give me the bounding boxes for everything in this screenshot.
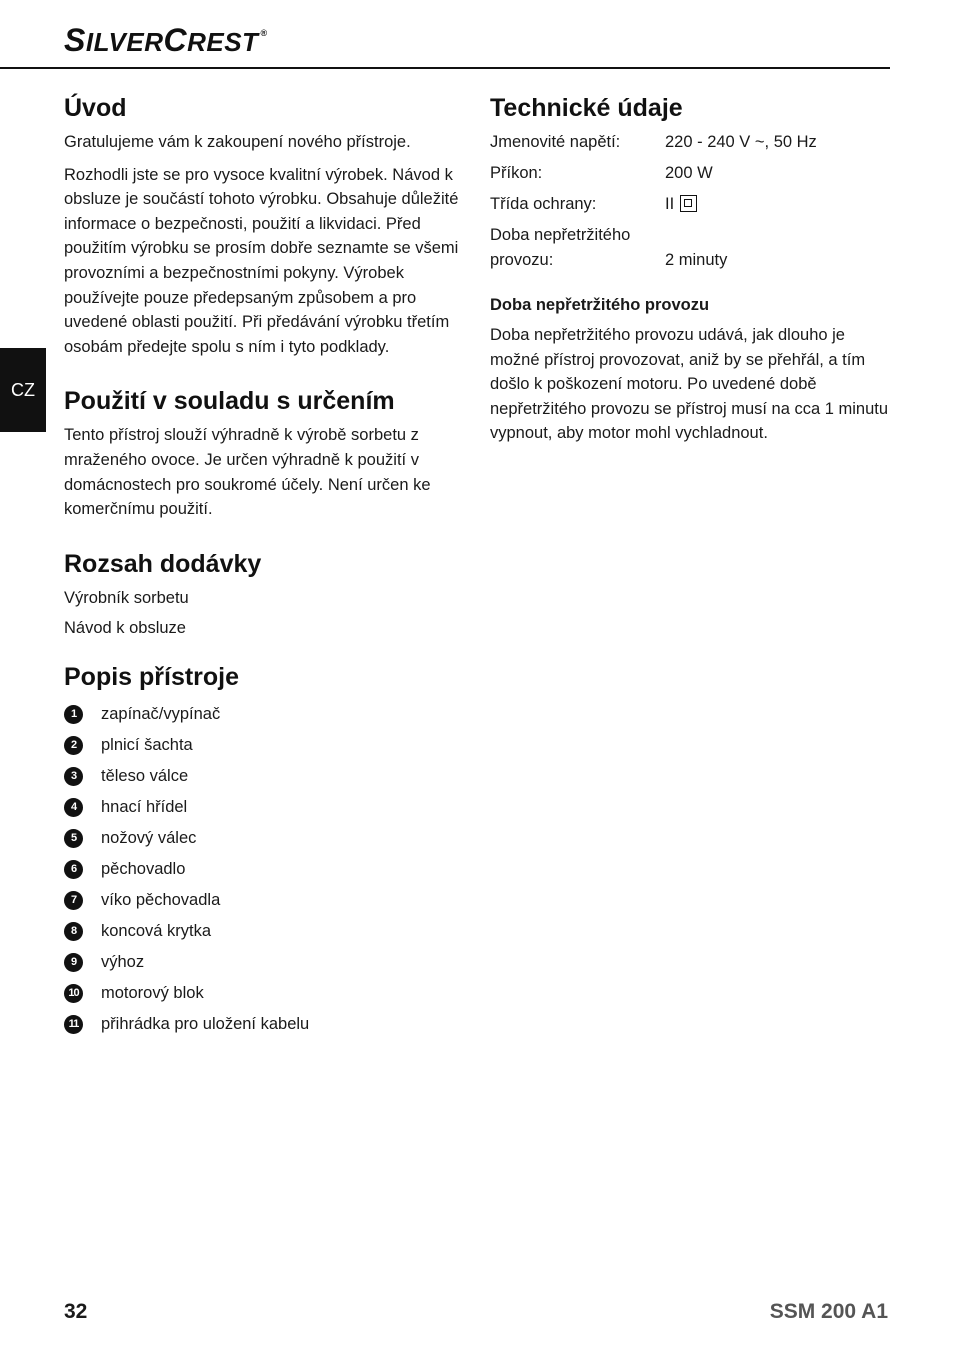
number-badge: 4 bbox=[64, 798, 83, 817]
part-label: těleso válce bbox=[101, 766, 189, 785]
spec-value: 2 minuty bbox=[665, 251, 728, 269]
list-item bbox=[64, 885, 464, 916]
spec-key: Třída ochrany: bbox=[490, 195, 597, 213]
part-label: zapínač/vypínač bbox=[101, 704, 221, 723]
number-badge: 5 bbox=[64, 829, 83, 848]
spec-key: Jmenovité napětí: bbox=[490, 133, 621, 151]
scope-section bbox=[64, 548, 464, 641]
header-rule bbox=[0, 67, 890, 69]
spec-value: 220 - 240 V ~, 50 Hz bbox=[665, 133, 817, 151]
list-item bbox=[64, 916, 464, 947]
description-section bbox=[64, 661, 464, 1040]
intended-use-text: Tento přístroj slouží výhradně k výrobě sorbetu z mraženého ovoce. Je určen výhradně k použití v domácnostech pro soukromé účely. Není určen ke komerčnímu použití. bbox=[64, 426, 431, 519]
right-column bbox=[490, 92, 890, 446]
part-label: pěchovadlo bbox=[101, 859, 186, 878]
number-badge: 2 bbox=[64, 736, 83, 755]
brand-logo bbox=[64, 22, 268, 59]
protection-class-ii-icon bbox=[680, 195, 697, 212]
protection-class-text: II bbox=[665, 195, 675, 213]
language-tab: CZ bbox=[0, 348, 46, 432]
number-badge: 1 bbox=[64, 705, 83, 724]
intro-section bbox=[64, 92, 464, 359]
part-label: víko pěchovadla bbox=[101, 890, 221, 909]
part-label: hnací hřídel bbox=[101, 797, 188, 816]
model-number: SSM 200 A1 bbox=[769, 1300, 888, 1323]
number-badge: 7 bbox=[64, 891, 83, 910]
intro-paragraph-1: Gratulujeme vám k zakoupení nového přístroje. bbox=[64, 133, 411, 151]
description-title: Popis přístroje bbox=[64, 662, 240, 691]
parts-list bbox=[64, 699, 464, 1040]
list-item bbox=[64, 730, 464, 761]
intended-use-section bbox=[64, 385, 464, 521]
part-label: výhoz bbox=[101, 952, 145, 971]
tech-title: Technické údaje bbox=[490, 94, 683, 122]
part-label: plnicí šachta bbox=[101, 735, 193, 754]
intro-paragraph-2: Rozhodli jste se pro vysoce kvalitní výrobek. Návod k obsluze je součástí tohoto výrobku. Obsahuje důležité informace o bezpečnosti, použití a likvidaci. Před použitím výrobku se prosím dobře seznamte se všemi provozními a bezpečnostními pokyny. Výrobek používejte pouze předepsaným způsobem a pro uvedené oblasti použití. Při předávání výrobku třetím osobám předejte spolu s ním i tyto podklady. bbox=[64, 165, 459, 356]
left-column bbox=[64, 92, 464, 1058]
number-badge: 9 bbox=[64, 953, 83, 972]
spec-table bbox=[490, 130, 890, 279]
part-label: motorový blok bbox=[101, 983, 204, 1002]
spec-value-protection-class bbox=[665, 192, 890, 223]
part-label: koncová krytka bbox=[101, 921, 212, 940]
intro-title: Úvod bbox=[64, 94, 127, 122]
scope-item: Návod k obsluze bbox=[64, 619, 186, 638]
list-item bbox=[64, 947, 464, 978]
number-badge: 3 bbox=[64, 767, 83, 786]
list-item bbox=[64, 1009, 464, 1040]
registered-mark: ® bbox=[260, 28, 268, 38]
scope-title: Rozsah dodávky bbox=[64, 549, 262, 578]
brand-initial-1: S bbox=[64, 22, 86, 58]
list-item bbox=[64, 699, 464, 730]
scope-item: Výrobník sorbetu bbox=[64, 588, 189, 607]
number-badge: 8 bbox=[64, 922, 83, 941]
tech-subtitle: Doba nepřetržitého provozu bbox=[490, 296, 710, 314]
number-badge: 10 bbox=[64, 984, 83, 1003]
spec-key: Doba nepřetržitého provozu: bbox=[490, 226, 631, 269]
list-item bbox=[64, 823, 464, 854]
list-item bbox=[64, 761, 464, 792]
number-badge: 6 bbox=[64, 860, 83, 879]
part-label: přihrádka pro uložení kabelu bbox=[101, 1014, 310, 1033]
list-item bbox=[64, 978, 464, 1009]
list-item bbox=[64, 854, 464, 885]
part-label: nožový válec bbox=[101, 828, 197, 847]
intended-use-title: Použití v souladu s určením bbox=[64, 387, 395, 416]
spec-value: 200 W bbox=[665, 164, 713, 182]
list-item bbox=[64, 792, 464, 823]
tech-text: Doba nepřetržitého provozu udává, jak dlouho je možné přístroj provozovat, aniž by se přehřál, a tím došlo k poškození motoru. Po uvedené době nepřetržitého provozu se přístroj musí na cca 1 minutu vypnout, aby motor mohl vychladnout. bbox=[490, 326, 889, 443]
spec-key: Příkon: bbox=[490, 164, 543, 182]
brand-initial-2: C bbox=[163, 22, 188, 58]
page-number: 32 bbox=[64, 1300, 88, 1323]
number-badge: 11 bbox=[64, 1015, 83, 1034]
brand-rest-2: REST bbox=[187, 27, 259, 57]
brand-rest-1: ILVER bbox=[85, 27, 164, 57]
